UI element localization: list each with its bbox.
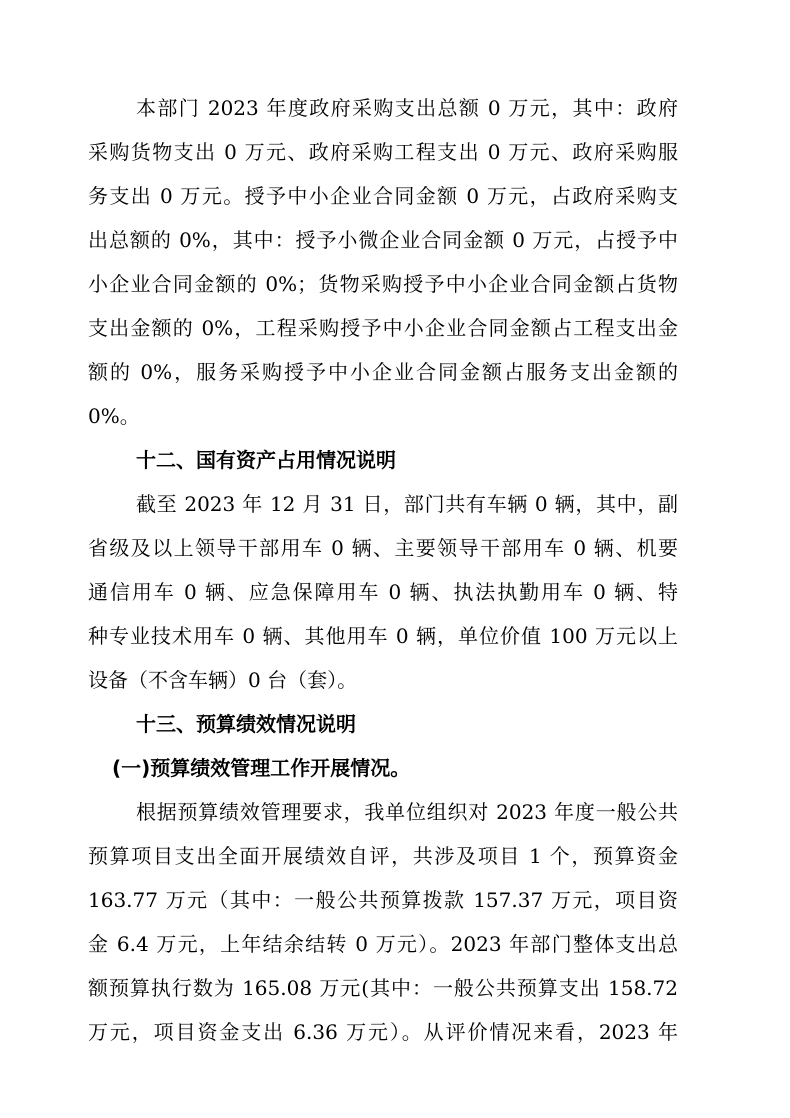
procurement-line-5: 小企业合同金额的 0%；货物采购授予中小企业合同金额占货物 [88,272,678,296]
subheading-performance: (一)预算绩效管理工作开展情况。 [112,756,411,780]
section-heading-assets: 十二、国有资产占用情况说明 [136,448,396,472]
performance-line-1: 根据预算绩效管理要求，我单位组织对 2023 年度一般公共 [136,800,678,824]
section-heading-performance: 十三、预算绩效情况说明 [136,712,356,736]
assets-line-5: 设备（不含车辆）0 台（套）。 [88,668,358,692]
procurement-line-1: 本部门 2023 年度政府采购支出总额 0 万元，其中：政府 [136,96,678,120]
assets-line-1: 截至 2023 年 12 月 31 日，部门共有车辆 0 辆，其中，副 [136,492,678,516]
performance-line-3: 163.77 万元（其中：一般公共预算拨款 157.37 万元，项目资 [88,888,678,912]
procurement-line-2: 采购货物支出 0 万元、政府采购工程支出 0 万元、政府采购服 [88,140,678,164]
assets-line-2: 省级及以上领导干部用车 0 辆、主要领导干部用车 0 辆、机要 [88,536,678,560]
procurement-line-6: 支出金额的 0%，工程采购授予中小企业合同金额占工程支出金 [88,316,678,340]
procurement-line-3: 务支出 0 万元。授予中小企业合同金额 0 万元，占政府采购支 [88,184,678,208]
performance-line-4: 金 6.4 万元，上年结余结转 0 万元）。2023 年部门整体支出总 [88,932,678,956]
assets-line-4: 种专业技术用车 0 辆、其他用车 0 辆，单位价值 100 万元以上 [88,624,678,648]
assets-line-3: 通信用车 0 辆、应急保障用车 0 辆、执法执勤用车 0 辆、特 [88,580,678,604]
procurement-line-8: 0%。 [88,404,140,428]
performance-line-2: 预算项目支出全面开展绩效自评，共涉及项目 1 个，预算资金 [88,844,678,868]
performance-line-6: 万元，项目资金支出 6.36 万元）。从评价情况来看，2023 年 [88,1020,678,1044]
procurement-line-7: 额的 0%，服务采购授予中小企业合同金额占服务支出金额的 [88,360,678,384]
procurement-line-4: 出总额的 0%，其中：授予小微企业合同金额 0 万元，占授予中 [88,228,678,252]
performance-line-5: 额预算执行数为 165.08 万元(其中：一般公共预算支出 158.72 [88,976,678,1000]
